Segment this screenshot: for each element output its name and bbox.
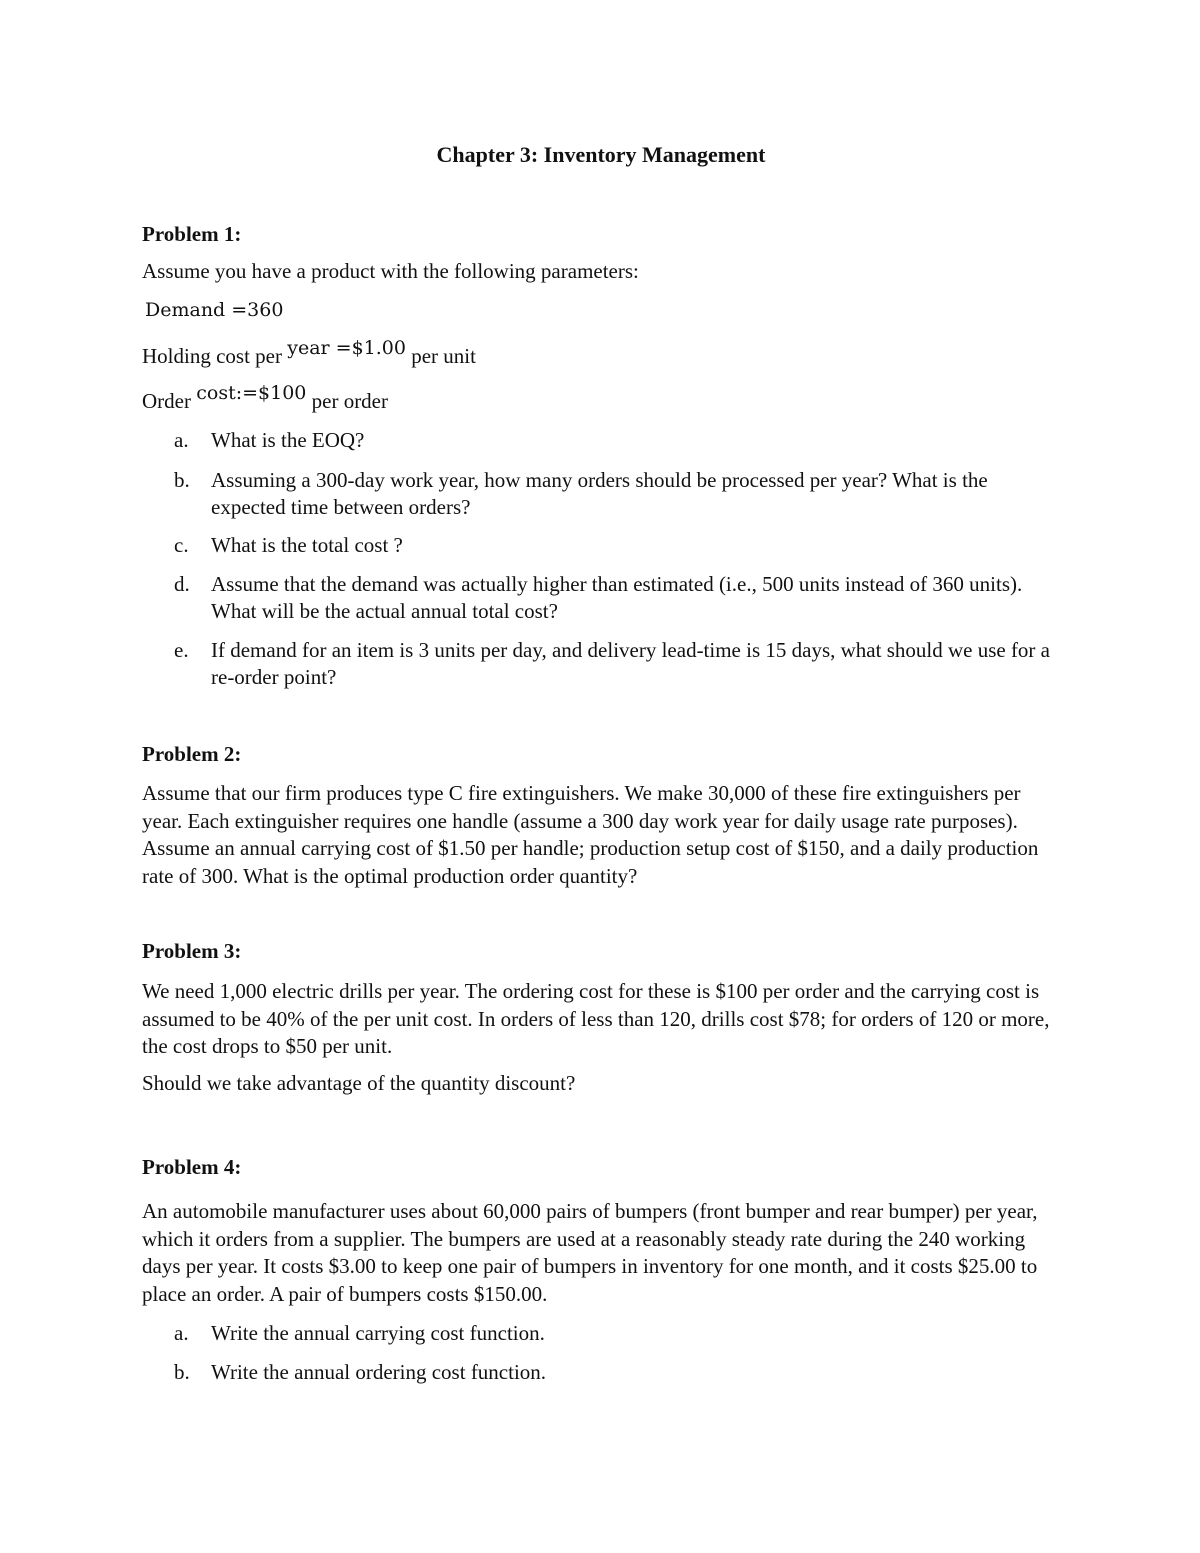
page-title: Chapter 3: Inventory Management — [436, 142, 766, 167]
list-item-text: If demand for an item is 3 units per day, and delivery lead-time is 15 days, what should we use for a re-order point? — [211, 638, 1050, 689]
list-marker: b. — [174, 468, 190, 492]
problem-2-text: Assume that our firm produces type C fire extinguishers. We make 30,000 of these fire extinguishers per year. Each extinguisher requires one handle (assume a 300 day work year for daily usage rate purposes). Assume an annual carrying cost of $1.50 per handle; production setup cost of $150, and a daily production rate of 300. What is the optimal production order quantity? — [142, 781, 1039, 888]
list-marker: d. — [174, 572, 190, 596]
list-marker: a. — [174, 428, 189, 452]
order-cost-formula: cost:=$100 — [196, 382, 307, 404]
list-marker: b. — [174, 1360, 190, 1384]
order-cost-label: Order — [142, 389, 191, 413]
order-cost-unit: per order — [311, 389, 388, 413]
list-marker: a. — [174, 1321, 189, 1345]
problem-1-intro: Assume you have a product with the following parameters: — [142, 259, 639, 283]
problem-3-text: We need 1,000 electric drills per year. The ordering cost for these is $100 per order and the carrying cost is assumed to be 40% of the per unit cost. In orders of less than 120, drills cost $78; for orders of 120 or more, the cost drops to $50 per unit. — [142, 979, 1050, 1058]
problem-4-heading: Problem 4: — [142, 1155, 242, 1179]
holding-cost-formula: year =$1.00 — [287, 337, 406, 359]
problem-1-heading: Problem 1: — [142, 222, 242, 246]
problem-2-heading: Problem 2: — [142, 742, 242, 766]
list-item-text: Assuming a 300-day work year, how many orders should be processed per year? What is the expected time between orders? — [211, 468, 988, 519]
order-cost-parameter — [142, 382, 388, 414]
holding-cost-unit: per unit — [411, 344, 476, 368]
list-item-text: Write the annual ordering cost function. — [211, 1360, 547, 1384]
list-item-text: What is the total cost ? — [211, 533, 403, 557]
holding-cost-parameter — [142, 337, 476, 369]
problem-3-question: Should we take advantage of the quantity discount? — [142, 1071, 576, 1095]
list-marker: e. — [174, 638, 189, 662]
list-item-text: Assume that the demand was actually higher than estimated (i.e., 500 units instead of 360 units). What will be the actual annual total cost? — [211, 572, 1023, 623]
problem-3-heading: Problem 3: — [142, 939, 242, 963]
demand-parameter: Demand =360 — [145, 299, 284, 321]
list-item-text: Write the annual carrying cost function. — [211, 1321, 545, 1345]
problem-4-text: An automobile manufacturer uses about 60,000 pairs of bumpers (front bumper and rear bumper) per year, which it orders from a supplier. The bumpers are used at a reasonably steady rate during the 240 working days per year. It costs $3.00 to keep one pair of bumpers in inventory for one month, and it costs $25.00 to place an order. A pair of bumpers costs $150.00. — [142, 1199, 1038, 1306]
list-marker: c. — [174, 533, 189, 557]
list-item-text: What is the EOQ? — [211, 428, 365, 452]
holding-cost-label: Holding cost per — [142, 344, 282, 368]
